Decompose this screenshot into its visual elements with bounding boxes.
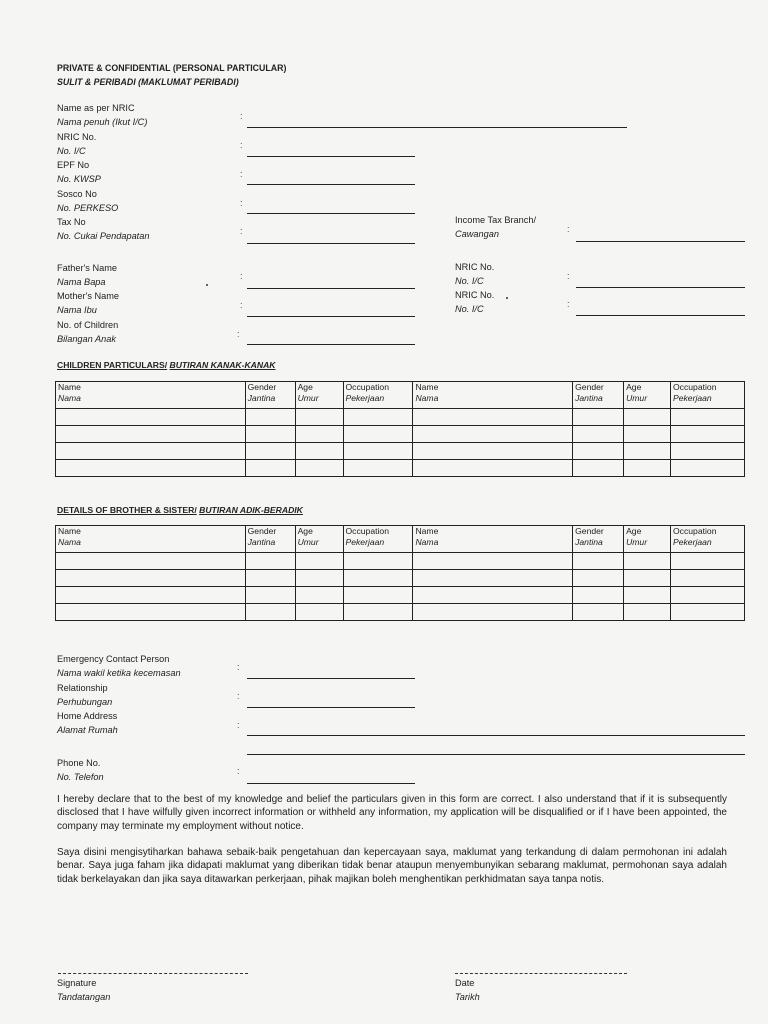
children-count-label: No. of Children <box>57 320 119 330</box>
table-cell[interactable] <box>56 604 246 621</box>
table-cell[interactable] <box>671 409 745 426</box>
table-cell[interactable] <box>671 587 745 604</box>
table-cell[interactable] <box>624 553 671 570</box>
siblings-table <box>55 525 745 621</box>
children-table <box>55 381 745 477</box>
table-cell[interactable] <box>295 460 343 477</box>
column-header-en: Age <box>297 526 313 536</box>
colon: : <box>237 691 240 701</box>
children-section-title-ms: BUTIRAN KANAK-KANAK <box>169 360 276 370</box>
name-label-malay: Nama penuh (Ikut I/C) <box>57 117 148 127</box>
table-cell[interactable] <box>245 604 295 621</box>
colon: : <box>240 300 243 310</box>
colon: : <box>567 299 570 309</box>
column-header-en: Age <box>297 382 313 392</box>
column-header <box>343 526 413 553</box>
table-cell[interactable] <box>413 409 573 426</box>
colon: : <box>240 169 243 179</box>
table-cell[interactable] <box>671 460 745 477</box>
column-header-ms: Nama <box>58 536 81 547</box>
date-label-malay: Tarikh <box>455 992 480 1002</box>
table-cell[interactable] <box>671 570 745 587</box>
colon: : <box>240 226 243 236</box>
table-cell[interactable] <box>343 570 413 587</box>
table-cell[interactable] <box>245 409 295 426</box>
table-cell[interactable] <box>245 553 295 570</box>
home-address-label-malay: Alamat Rumah <box>57 725 118 735</box>
children-section-title <box>57 360 276 371</box>
home-address-field[interactable] <box>247 735 745 736</box>
column-header-en: Age <box>626 382 642 392</box>
children-section-title-en: CHILDREN PARTICULARS/ <box>57 360 168 370</box>
column-header-en: Gender <box>247 382 277 392</box>
home-address-label: Home Address <box>57 711 118 721</box>
tax-label: Tax No <box>57 217 86 227</box>
home-address-field[interactable] <box>247 754 745 755</box>
table-cell[interactable] <box>295 570 343 587</box>
column-header-ms: Umur <box>626 536 648 547</box>
table-cell[interactable] <box>573 443 624 460</box>
colon: : <box>240 140 243 150</box>
table-cell[interactable] <box>413 604 573 621</box>
father-label: Father's Name <box>57 263 117 273</box>
table-cell[interactable] <box>573 587 624 604</box>
column-header-ms: Pekerjaan <box>345 536 385 547</box>
column-header-en: Gender <box>575 382 604 392</box>
emergency-contact-label-malay: Nama wakil ketika kecemasan <box>57 668 181 678</box>
column-header-en: Occupation <box>345 526 389 536</box>
epf-label-malay: No. KWSP <box>57 174 101 184</box>
table-cell[interactable] <box>671 426 745 443</box>
form-title-malay: SULIT & PERIBADI (MAKLUMAT PERIBADI) <box>57 77 239 87</box>
table-cell[interactable] <box>671 443 745 460</box>
table-cell[interactable] <box>245 443 295 460</box>
table-cell[interactable] <box>56 460 246 477</box>
table-cell[interactable] <box>245 570 295 587</box>
relationship-label-malay: Perhubungan <box>57 697 113 707</box>
socso-field[interactable] <box>247 213 415 214</box>
emergency-contact-label: Emergency Contact Person <box>57 654 170 664</box>
column-header-en: Gender <box>247 526 277 536</box>
table-cell[interactable] <box>413 426 573 443</box>
table-row <box>56 587 745 604</box>
column-header-en: Name <box>415 382 439 392</box>
column-header-ms: Nama <box>415 392 439 403</box>
colon: : <box>240 111 243 121</box>
table-cell[interactable] <box>671 604 745 621</box>
column-header-ms: Pekerjaan <box>673 392 712 403</box>
column-header <box>413 526 573 553</box>
table-header-row <box>56 526 745 553</box>
table-cell[interactable] <box>343 587 413 604</box>
date-line[interactable] <box>455 973 627 974</box>
column-header-ms: Nama <box>58 392 81 403</box>
mother-nric-label-malay: No. I/C <box>455 304 484 314</box>
socso-label-malay: No. PERKESO <box>57 203 119 213</box>
father-nric-label: NRIC No. <box>455 262 495 272</box>
mother-nric-label: NRIC No. <box>455 290 495 300</box>
table-cell[interactable] <box>56 570 246 587</box>
phone-label-malay: No. Telefon <box>57 772 104 782</box>
column-header-ms: Umur <box>297 536 319 547</box>
table-row <box>56 460 745 477</box>
table-cell[interactable] <box>343 460 413 477</box>
column-header-ms: Jantina <box>575 392 603 403</box>
ink-mark <box>206 284 208 286</box>
table-cell[interactable] <box>413 460 573 477</box>
colon: : <box>567 271 570 281</box>
name-field[interactable] <box>247 127 627 128</box>
ink-mark <box>506 297 508 299</box>
tax-label-malay: No. Cukai Pendapatan <box>57 231 150 241</box>
column-header <box>573 526 624 553</box>
table-cell[interactable] <box>295 443 343 460</box>
signature-label-malay: Tandatangan <box>57 992 111 1002</box>
column-header <box>56 526 246 553</box>
colon: : <box>237 662 240 672</box>
table-cell[interactable] <box>295 553 343 570</box>
table-cell[interactable] <box>624 443 671 460</box>
column-header <box>624 382 671 409</box>
children-count-field[interactable] <box>247 344 415 345</box>
table-row <box>56 570 745 587</box>
table-cell[interactable] <box>413 443 573 460</box>
relationship-label: Relationship <box>57 683 108 693</box>
epf-field[interactable] <box>247 184 415 185</box>
table-cell[interactable] <box>573 426 624 443</box>
declaration-english: I hereby declare that to the best of my knowledge and belief the particulars given in this form are correct. I also understand that if it is subsequently disclosed that I have wilfully given incorrect information or withheld any information, my application will be disqualified or if I have been appointed, the company may terminate my employment without notice. <box>57 794 727 832</box>
column-header-en: Age <box>626 526 642 536</box>
tax-field[interactable] <box>247 243 415 244</box>
table-cell[interactable] <box>671 553 745 570</box>
table-cell[interactable] <box>245 587 295 604</box>
column-header <box>56 382 246 409</box>
table-cell[interactable] <box>343 553 413 570</box>
column-header <box>295 382 343 409</box>
column-header-ms: Pekerjaan <box>673 536 712 547</box>
table-row <box>56 426 745 443</box>
table-cell[interactable] <box>624 460 671 477</box>
nric-label: NRIC No. <box>57 132 97 142</box>
column-header <box>245 382 295 409</box>
table-cell[interactable] <box>573 570 624 587</box>
table-cell[interactable] <box>295 604 343 621</box>
mother-label: Mother's Name <box>57 291 120 301</box>
column-header <box>295 526 343 553</box>
siblings-section-title <box>57 505 303 516</box>
epf-label: EPF No <box>57 160 90 170</box>
table-cell[interactable] <box>295 426 343 443</box>
colon: : <box>237 329 240 339</box>
signature-label: Signature <box>57 978 97 988</box>
column-header-ms: Jantina <box>247 536 276 547</box>
table-cell[interactable] <box>56 426 246 443</box>
table-cell[interactable] <box>56 443 246 460</box>
declaration-malay: Saya disini mengisytiharkan bahawa sebaik-baik pengetahuan dan kepercayaan saya, maklumat yang terkandung di dalam permohonan ini adalah benar. Saya juga faham jika didapati maklumat yang diberikan tidak benar ataupun menyembunyikan sebarang maklumat, permohonan saya adalah tidak berkelayakan dan jika saya ditawarkan perkerjaan, pihak majikan boleh menghentikan perkhidmatan saya tanpa notis. <box>57 847 727 885</box>
form-title: PRIVATE & CONFIDENTIAL (PERSONAL PARTICULAR) <box>57 63 287 73</box>
table-cell[interactable] <box>624 587 671 604</box>
mother-name-field[interactable] <box>247 316 415 317</box>
table-cell[interactable] <box>295 409 343 426</box>
table-cell[interactable] <box>413 553 573 570</box>
column-header <box>245 526 295 553</box>
table-cell[interactable] <box>343 426 413 443</box>
mother-nric-field[interactable] <box>576 315 745 316</box>
table-cell[interactable] <box>573 604 624 621</box>
column-header-ms: Umur <box>626 392 648 403</box>
tax-branch-label: Income Tax Branch/ <box>455 215 537 225</box>
column-header-en: Name <box>58 382 81 392</box>
colon: : <box>237 766 240 776</box>
table-cell[interactable] <box>624 570 671 587</box>
table-cell[interactable] <box>343 409 413 426</box>
column-header-ms: Jantina <box>247 392 276 403</box>
relationship-field[interactable] <box>247 707 415 708</box>
table-row <box>56 553 745 570</box>
colon: : <box>237 720 240 730</box>
table-row <box>56 443 745 460</box>
column-header-en: Name <box>415 526 439 536</box>
column-header-ms: Nama <box>415 536 439 547</box>
father-name-field[interactable] <box>247 288 415 289</box>
phone-field[interactable] <box>247 783 415 784</box>
column-header-en: Name <box>58 526 81 536</box>
column-header <box>671 382 745 409</box>
table-cell[interactable] <box>56 587 246 604</box>
colon: : <box>240 198 243 208</box>
date-label: Date <box>455 978 475 988</box>
table-cell[interactable] <box>624 426 671 443</box>
father-nric-label-malay: No. I/C <box>455 276 484 286</box>
column-header-en: Gender <box>575 526 604 536</box>
table-header-row <box>56 382 745 409</box>
mother-label-malay: Nama Ibu <box>57 305 97 315</box>
table-cell[interactable] <box>624 604 671 621</box>
nric-label-malay: No. I/C <box>57 146 86 156</box>
table-cell[interactable] <box>295 587 343 604</box>
column-header <box>573 382 624 409</box>
column-header-en: Occupation <box>345 382 389 392</box>
phone-label: Phone No. <box>57 758 101 768</box>
column-header <box>343 382 413 409</box>
father-nric-field[interactable] <box>576 287 745 288</box>
table-cell[interactable] <box>343 443 413 460</box>
column-header-ms: Jantina <box>575 536 603 547</box>
signature-line[interactable] <box>58 973 248 974</box>
table-cell[interactable] <box>413 587 573 604</box>
column-header-en: Occupation <box>673 382 717 392</box>
column-header <box>413 382 573 409</box>
father-label-malay: Nama Bapa <box>57 277 106 287</box>
tax-branch-field[interactable] <box>576 241 745 242</box>
column-header <box>671 526 745 553</box>
table-cell[interactable] <box>56 409 246 426</box>
table-cell[interactable] <box>56 553 246 570</box>
siblings-section-title-ms: BUTIRAN ADIK-BERADIK <box>199 505 303 515</box>
nric-field[interactable] <box>247 156 415 157</box>
name-label: Name as per NRIC <box>57 103 135 113</box>
table-cell[interactable] <box>573 460 624 477</box>
siblings-section-title-en: DETAILS OF BROTHER & SISTER/ <box>57 505 197 515</box>
table-cell[interactable] <box>245 426 295 443</box>
table-cell[interactable] <box>624 409 671 426</box>
table-row <box>56 604 745 621</box>
colon: : <box>240 271 243 281</box>
table-cell[interactable] <box>573 553 624 570</box>
colon: : <box>567 224 570 234</box>
children-count-label-malay: Bilangan Anak <box>57 334 116 344</box>
socso-label: Sosco No <box>57 189 97 199</box>
column-header <box>624 526 671 553</box>
table-cell[interactable] <box>343 604 413 621</box>
table-cell[interactable] <box>245 460 295 477</box>
table-row <box>56 409 745 426</box>
table-cell[interactable] <box>573 409 624 426</box>
column-header-en: Occupation <box>673 526 717 536</box>
table-cell[interactable] <box>413 570 573 587</box>
column-header-ms: Umur <box>297 392 319 403</box>
tax-branch-label-malay: Cawangan <box>455 229 499 239</box>
emergency-contact-field[interactable] <box>247 678 415 679</box>
column-header-ms: Pekerjaan <box>345 392 385 403</box>
